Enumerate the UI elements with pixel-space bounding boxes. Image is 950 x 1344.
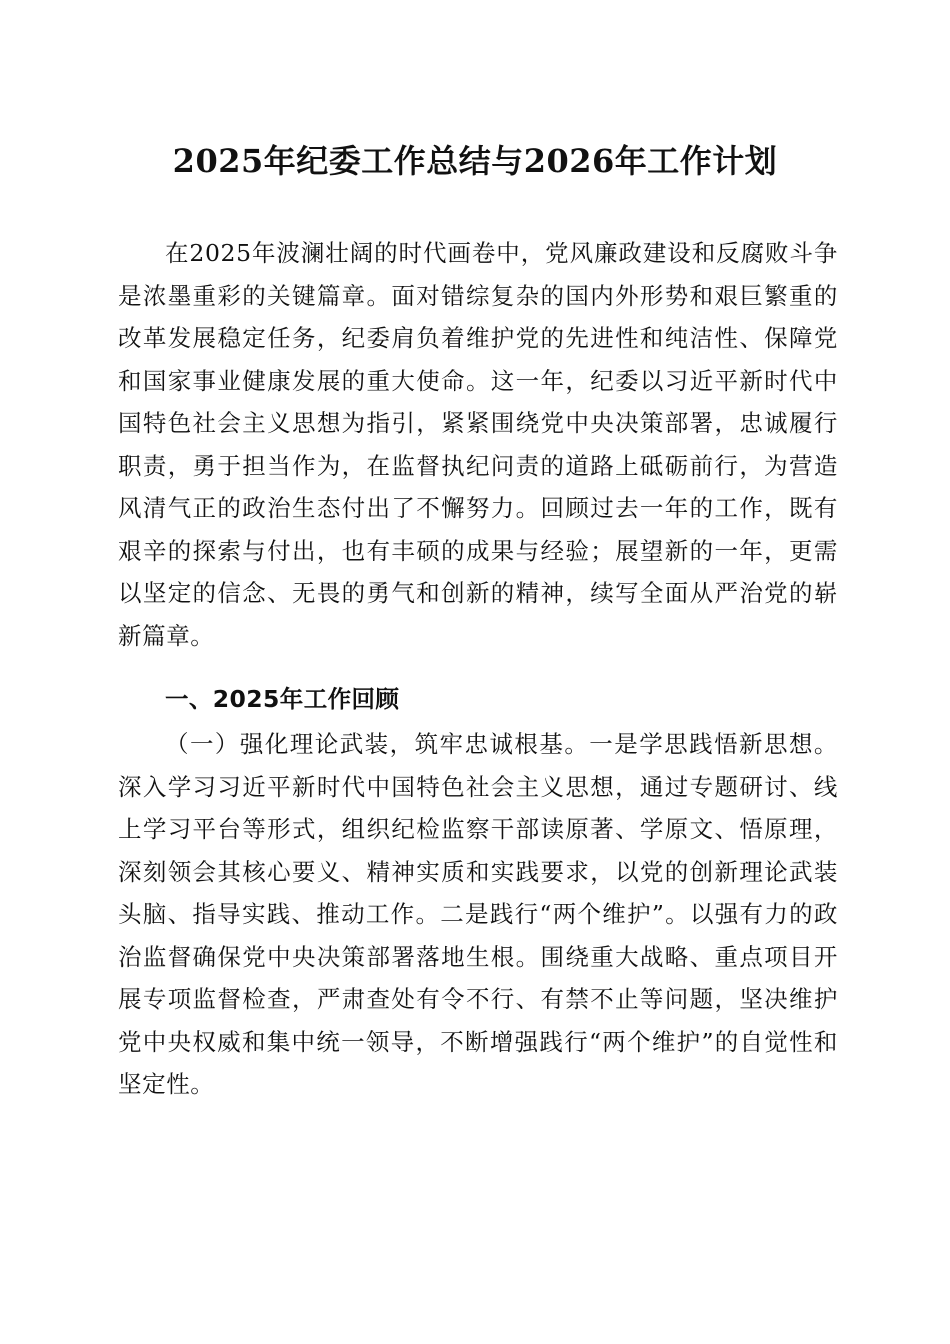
document-title: 2025年纪委工作总结与2026年工作计划 (172, 142, 778, 180)
section-heading-1: 一、2025年工作回顾 (165, 685, 400, 713)
section-1-paragraph-1 (118, 723, 838, 1106)
subsection-body-1: 一是学思践悟新思想。深入学习习近平新时代中国特色社会主义思想，通过专题研讨、线上学习平台等形式，组织纪检监察干部读原著、学原文、悟原理，深刻领会其核心要义、精神实质和实践要求，以党的创新理论武装头脑、指导实践、推动工作。二是践行“两个维护”。以强有力的政治监督确保党中央决策部署落地生根。围绕重大战略、重点项目开展专项监督检查，严肃查处有令不行、有禁不止等问题，坚决维护党中央权威和集中统一领导，不断增强践行“两个维护”的自觉性和坚定性。 (118, 730, 838, 1098)
subsection-lead-1: （一）强化理论武装，筑牢忠诚根基。 (165, 730, 590, 758)
intro-paragraph: 在2025年波澜壮阔的时代画卷中，党风廉政建设和反腐败斗争是浓墨重彩的关键篇章。面对错综复杂的国内外形势和艰巨繁重的改革发展稳定任务，纪委肩负着维护党的先进性和纯洁性、保障党和国家事业健康发展的重大使命。这一年，纪委以习近平新时代中国特色社会主义思想为指引，紧紧围绕党中央决策部署，忠诚履行职责，勇于担当作为，在监督执纪问责的道路上砥砺前行，为营造风清气正的政治生态付出了不懈努力。回顾过去一年的工作，既有艰辛的探索与付出，也有丰硕的成果与经验；展望新的一年，更需以坚定的信念、无畏的勇气和创新的精神，续写全面从严治党的崭新篇章。 (118, 239, 838, 650)
